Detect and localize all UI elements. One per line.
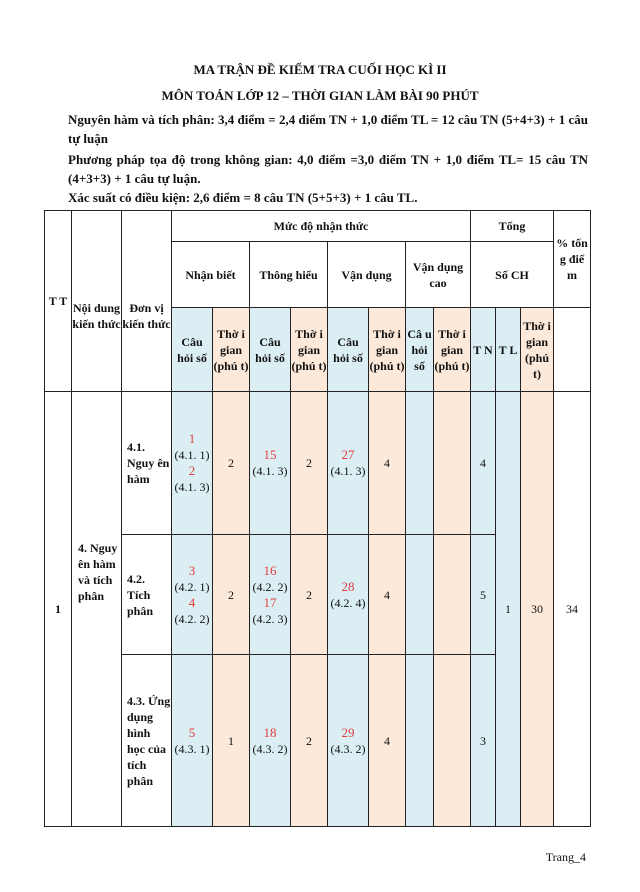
- subheader-question-no: Câu hỏi số: [328, 308, 369, 392]
- comprehension-time: 2: [291, 392, 328, 535]
- application-questions: 27 (4.1. 3): [328, 392, 369, 535]
- application-time: 4: [369, 392, 406, 535]
- header-comprehension: Thông hiểu: [250, 242, 328, 308]
- comprehension-questions: 18 (4.3. 2): [250, 655, 291, 827]
- total-tn: 3: [471, 655, 496, 827]
- total-time: 30: [521, 392, 554, 827]
- header-question-count: Số CH: [471, 242, 554, 308]
- total-tn: 5: [471, 535, 496, 655]
- subheader-tn: T N: [471, 308, 496, 392]
- high-application-questions: [406, 655, 434, 827]
- high-application-questions: [406, 535, 434, 655]
- header-application: Vận dụng: [328, 242, 406, 308]
- table-row: [45, 392, 591, 535]
- summary-paragraph-coordinates: Phương pháp tọa độ trong không gian: 4,0 điểm =3,0 điểm TN + 1,0 điểm TL= 15 câu TN (4+3+3) + 1 câu tự luận.: [68, 152, 588, 186]
- comprehension-questions: 15 (4.1. 3): [250, 392, 291, 535]
- header-total: Tổng: [471, 211, 554, 242]
- header-percent-score: % tổn g điể m: [554, 211, 591, 308]
- recognition-time: 2: [213, 392, 250, 535]
- unit-name: 4.3. Ứng dụng hình học của tích phân: [122, 655, 172, 827]
- document-title: MA TRẬN ĐỀ KIỂM TRA CUỐI HỌC KÌ II: [193, 62, 447, 77]
- high-application-time: [434, 535, 471, 655]
- header-tt: T T: [45, 211, 72, 392]
- application-time: 4: [369, 655, 406, 827]
- section-number: 1: [45, 392, 72, 827]
- high-application-time: [434, 655, 471, 827]
- subheader-time: Thờ i gian (phú t): [213, 308, 250, 392]
- summary-paragraph-antiderivative: Nguyên hàm và tích phân: 3,4 điểm = 2,4 điểm TN + 1,0 điểm TL = 12 câu TN (5+4+3) + 1 câu tự luận: [68, 112, 588, 146]
- header-cognitive-level: Mức độ nhận thức: [172, 211, 471, 242]
- unit-name: 4.1. Nguy ên hàm: [122, 392, 172, 535]
- subheader-empty: [554, 308, 591, 392]
- total-tl: 1: [496, 392, 521, 827]
- recognition-time: 1: [213, 655, 250, 827]
- application-questions: 28 (4.2. 4): [328, 535, 369, 655]
- subheader-question-no: Câ u hỏi số: [406, 308, 434, 392]
- high-application-time: [434, 392, 471, 535]
- percent-score: 34: [554, 392, 591, 827]
- recognition-questions: 3 (4.2. 1) 4 (4.2. 2): [172, 535, 213, 655]
- header-unit: Đơn vị kiến thức: [122, 211, 172, 392]
- recognition-questions: 1 (4.1. 1) 2 (4.1. 3): [172, 392, 213, 535]
- header-high-application: Vận dụng cao: [406, 242, 471, 308]
- subheader-question-no: Câu hỏi số: [250, 308, 291, 392]
- subheader-time: Thờ i gian (phú t): [291, 308, 328, 392]
- high-application-questions: [406, 392, 434, 535]
- unit-name: 4.2. Tích phân: [122, 535, 172, 655]
- comprehension-time: 2: [291, 535, 328, 655]
- recognition-questions: 5 (4.3. 1): [172, 655, 213, 827]
- knowledge-matrix-table: [44, 210, 591, 827]
- application-time: 4: [369, 535, 406, 655]
- section-topic: 4. Nguy ên hàm và tích phân: [72, 392, 122, 827]
- subheader-time: Thờ i gian (phú t): [369, 308, 406, 392]
- subheader-time: Thờ i gian (phú t): [521, 308, 554, 392]
- total-tn: 4: [471, 392, 496, 535]
- page-number: Trang_4: [545, 850, 586, 864]
- recognition-time: 2: [213, 535, 250, 655]
- subheader-tl: T L: [496, 308, 521, 392]
- summary-paragraph-probability: Xác suất có điều kiện: 2,6 điểm = 8 câu TN (5+5+3) + 1 câu TL.: [68, 190, 418, 205]
- document-subtitle: MÔN TOÁN LỚP 12 – THỜI GIAN LÀM BÀI 90 PHÚT: [161, 88, 479, 103]
- subheader-time: Thờ i gian (phú t): [434, 308, 471, 392]
- comprehension-questions: 16 (4.2. 2) 17 (4.2. 3): [250, 535, 291, 655]
- header-recognition: Nhận biết: [172, 242, 250, 308]
- header-content: Nội dung kiến thức: [72, 211, 122, 392]
- application-questions: 29 (4.3. 2): [328, 655, 369, 827]
- subheader-question-no: Câu hỏi số: [172, 308, 213, 392]
- comprehension-time: 2: [291, 655, 328, 827]
